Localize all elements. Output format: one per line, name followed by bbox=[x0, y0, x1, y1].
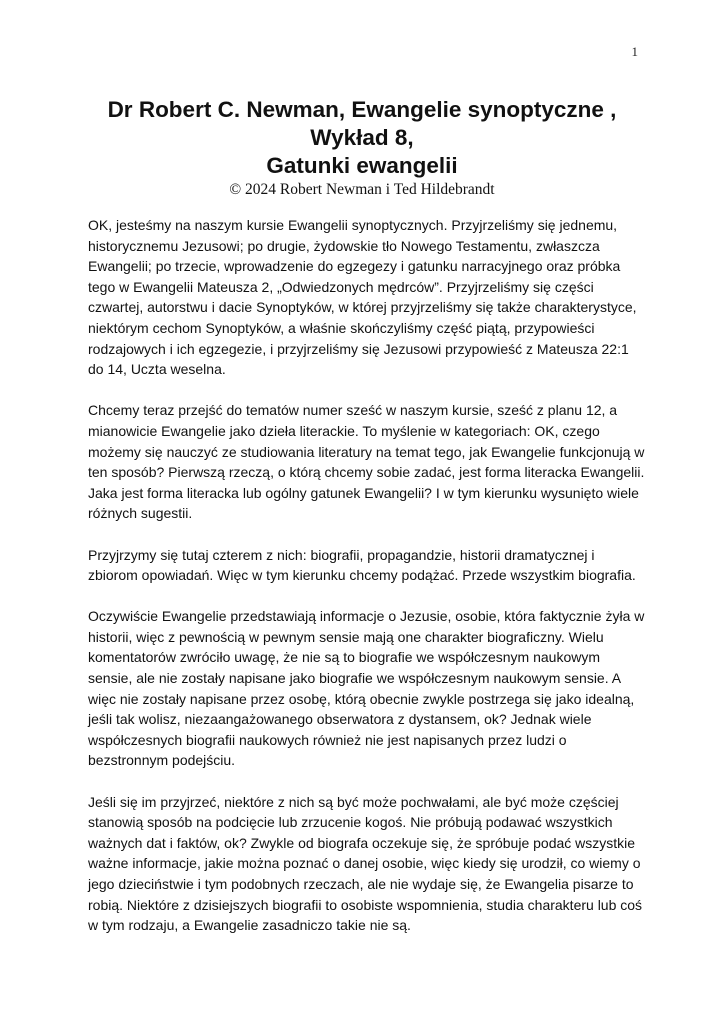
paragraph-3: Przyjrzymy się tutaj czterem z nich: biografii, propagandzie, historii dramatycznej i zbiorom opowiadań. Więc w tym kierunku chcemy podążać. Przede wszystkim biografia. bbox=[88, 546, 636, 584]
copyright-notice: © 2024 Robert Newman i Ted Hildebrandt bbox=[229, 181, 495, 198]
paragraph-2: Chcemy teraz przejść do tematów numer sześć w naszym kursie, sześć z planu 12, a mianowicie Ewangelie jako dzieła literackie. To myślenie w kategoriach: OK, czego możemy się nauczyć ze studiowania literatury na temat tego, jak Ewangelie funkcjonują w ten sposób? Pierwszą rzeczą, o którą chcemy sobie zadać, jest forma literacka Ewangelii. Jaka jest forma literacka lub ogólny gatunek Ewangelii? I w tym kierunku wysunięto wiele różnych sugestii. bbox=[88, 402, 645, 522]
body-text bbox=[88, 215, 648, 956]
page-number: 1 bbox=[631, 44, 638, 59]
title-line-1: Dr Robert C. Newman, Ewangelie synoptyczne , bbox=[107, 97, 617, 122]
title-line-2: Wykład 8, bbox=[310, 125, 414, 150]
paragraph-4: Oczywiście Ewangelie przedstawiają informacje o Jezusie, osobie, która faktycznie żyła w historii, więc z pewnością w pewnym sensie mają one charakter biograficzny. Wielu komentatorów zwróciło uwagę, że nie są to biografie we współczesnym naukowym sensie, ale nie zostały napisane jako biografie we współczesnym naukowym sensie. A więc nie zostały napisane przez osobę, którą obecnie zwykle postrzega się jako idealną, jeśli tak wolisz, niezaangażowanego obserwatora z dystansem, ok? Jednak wiele współczesnych biografii naukowych również nie jest napisanych przez ludzi o bezstronnym podejściu. bbox=[88, 608, 645, 769]
title-line-3: Gatunki ewangelii bbox=[266, 153, 458, 178]
title-block bbox=[0, 96, 724, 200]
paragraph-5: Jeśli się im przyjrzeć, niektóre z nich są być może pochwałami, ale być może częściej stanowią sposób na podcięcie lub zrzucenie kogoś. Nie próbują podawać wszystkich ważnych dat i faktów, ok? Zwykle od biografa oczekuje się, że spróbuje podać wszystkie ważne informacje, jakie można poznać o danej osobie, więc kiedy się urodził, co wiemy o jego dzieciństwie i tym podobnych rzeczach, ale nie wydaje się, że Ewangelia pisarze to robią. Niektóre z dzisiejszych biografii to osobiste wspomnienia, studia charakteru lub coś w tym rodzaju, a Ewangelie zasadniczo takie nie są. bbox=[88, 793, 643, 934]
paragraph-1: OK, jesteśmy na naszym kursie Ewangelii synoptycznych. Przyjrzeliśmy się jednemu, historycznemu Jezusowi; po drugie, żydowskie tło Nowego Testamentu, zwłaszcza Ewangelii; po trzecie, wprowadzenie do egzegezy i gatunku narracyjnego oraz próbka tego w Ewangelii Mateusza 2, „Odwiedzonych mędrców”. Przyjrzeliśmy się części czwartej, autorstwu i dacie Synoptyków, w której przyjrzeliśmy się także charakterystyce, niektórym cechom Synoptyków, a właśnie skończyliśmy część piątą, przypowieści rodzajowych i ich egzegezie, i przyjrzeliśmy się Jezusowi przypowieść z Mateusza 22:1 do 14, Uczta weselna. bbox=[88, 217, 637, 378]
